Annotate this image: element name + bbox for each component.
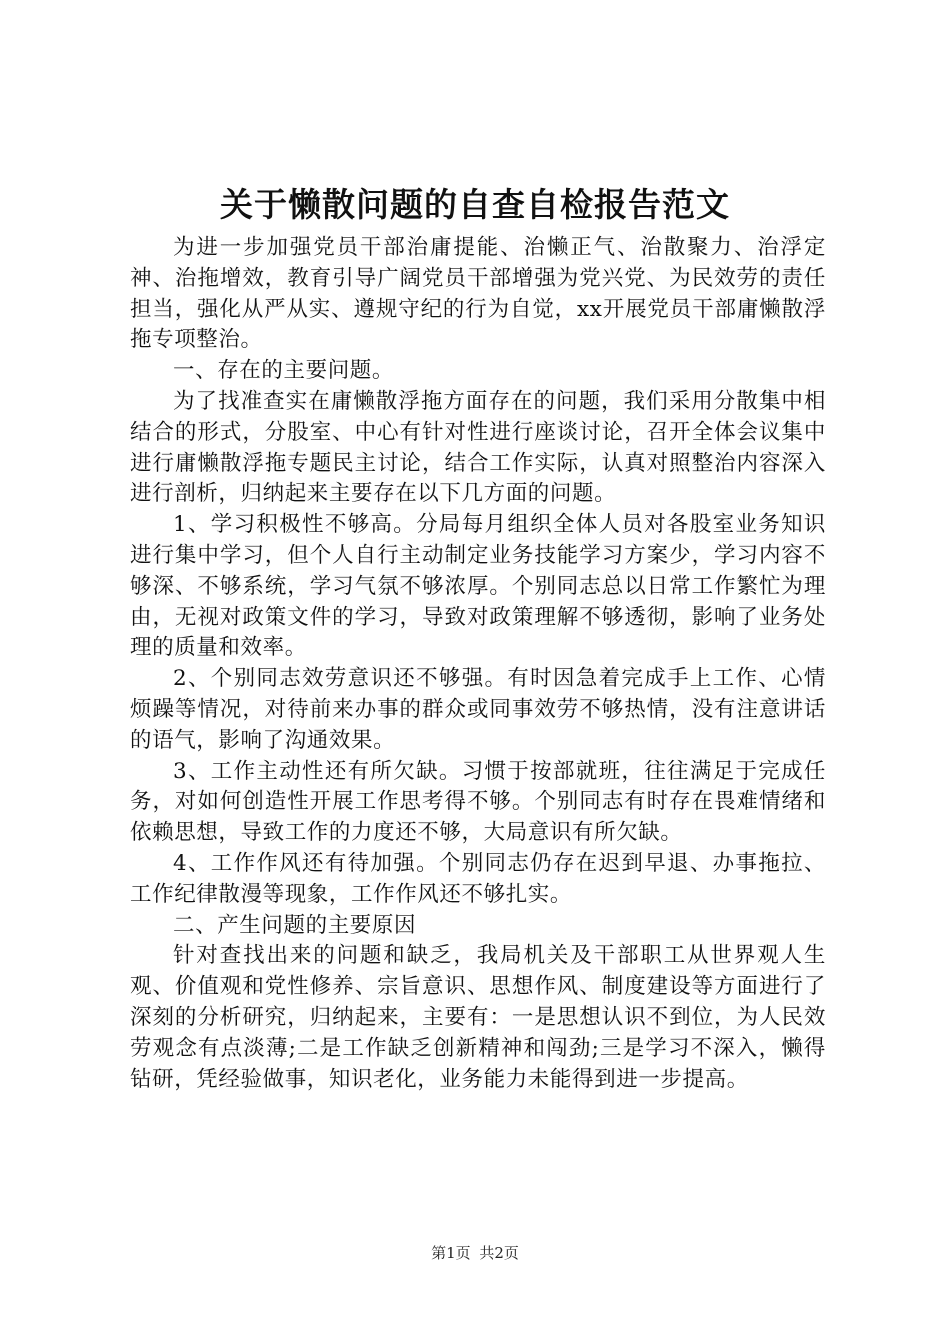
paragraph-problem-2: 2、个别同志效劳意识还不够强。有时因急着完成手上工作、心情烦躁等情况，对待前来办事的群众或同事效劳不够热情，没有注意讲话的语气，影响了沟通效果。 — [130, 666, 826, 753]
section-heading-problems: 一、存在的主要问题。 — [173, 358, 395, 384]
paragraph-problem-1: 1、学习积极性不够高。分局每月组织全体人员对各股室业务知识进行集中学习，但个人自行主动制定业务技能学习方案少，学习内容不够深、不够系统，学习气氛不够浓厚。个别同志总以日常工作繁忙为理由，无视对政策文件的学习，导致对政策理解不够透彻，影响了业务处理的质量和效率。 — [130, 512, 826, 661]
paragraph-problem-4: 4、工作作风还有待加强。个别同志仍存在迟到早退、办事拖拉、工作纪律散漫等现象，工作作风还不够扎实。 — [130, 850, 826, 907]
page-total: 共2页 — [479, 1244, 519, 1262]
paragraph-intro: 为进一步加强党员干部治庸提能、治懒正气、治散聚力、治浮定神、治拖增效，教育引导广阔党员干部增强为党兴党、为民效劳的责任担当，强化从严从实、遵规守纪的行为自觉，xx开展党员干部庸懒散浮拖专项整治。 — [130, 235, 826, 353]
paragraph-causes: 针对查找出来的问题和缺乏，我局机关及干部职工从世界观人生观、价值观和党性修养、宗旨意识、思想作风、制度建设等方面进行了深刻的分析研究，归纳起来，主要有：一是思想认识不到位，为人民效劳观念有点淡薄;二是工作缺乏创新精神和闯劲;三是学习不深入，懒得钻研，凭经验做事，知识老化，业务能力未能得到进一步提高。 — [130, 943, 826, 1092]
section-heading-causes: 二、产生问题的主要原因 — [173, 912, 417, 938]
document-title: 关于懒散问题的自查自检报告范文 — [220, 185, 730, 224]
paragraph-problems-overview: 为了找准查实在庸懒散浮拖方面存在的问题，我们采用分散集中相结合的形式，分股室、中心有针对性进行座谈讨论，召开全体会议集中进行庸懒散浮拖专题民主讨论，结合工作实际，认真对照整治内容深入进行剖析，归纳起来主要存在以下几方面的问题。 — [130, 388, 826, 507]
document-body — [130, 233, 826, 1095]
paragraph-problem-3: 3、工作主动性还有所欠缺。习惯于按部就班，往往满足于完成任务，对如何创造性开展工作思考得不够。个别同志有时存在畏难情绪和依赖思想，导致工作的力度还不够，大局意识有所欠缺。 — [130, 758, 826, 846]
page-number: 第1页 — [431, 1244, 471, 1262]
page-footer — [0, 1243, 950, 1263]
